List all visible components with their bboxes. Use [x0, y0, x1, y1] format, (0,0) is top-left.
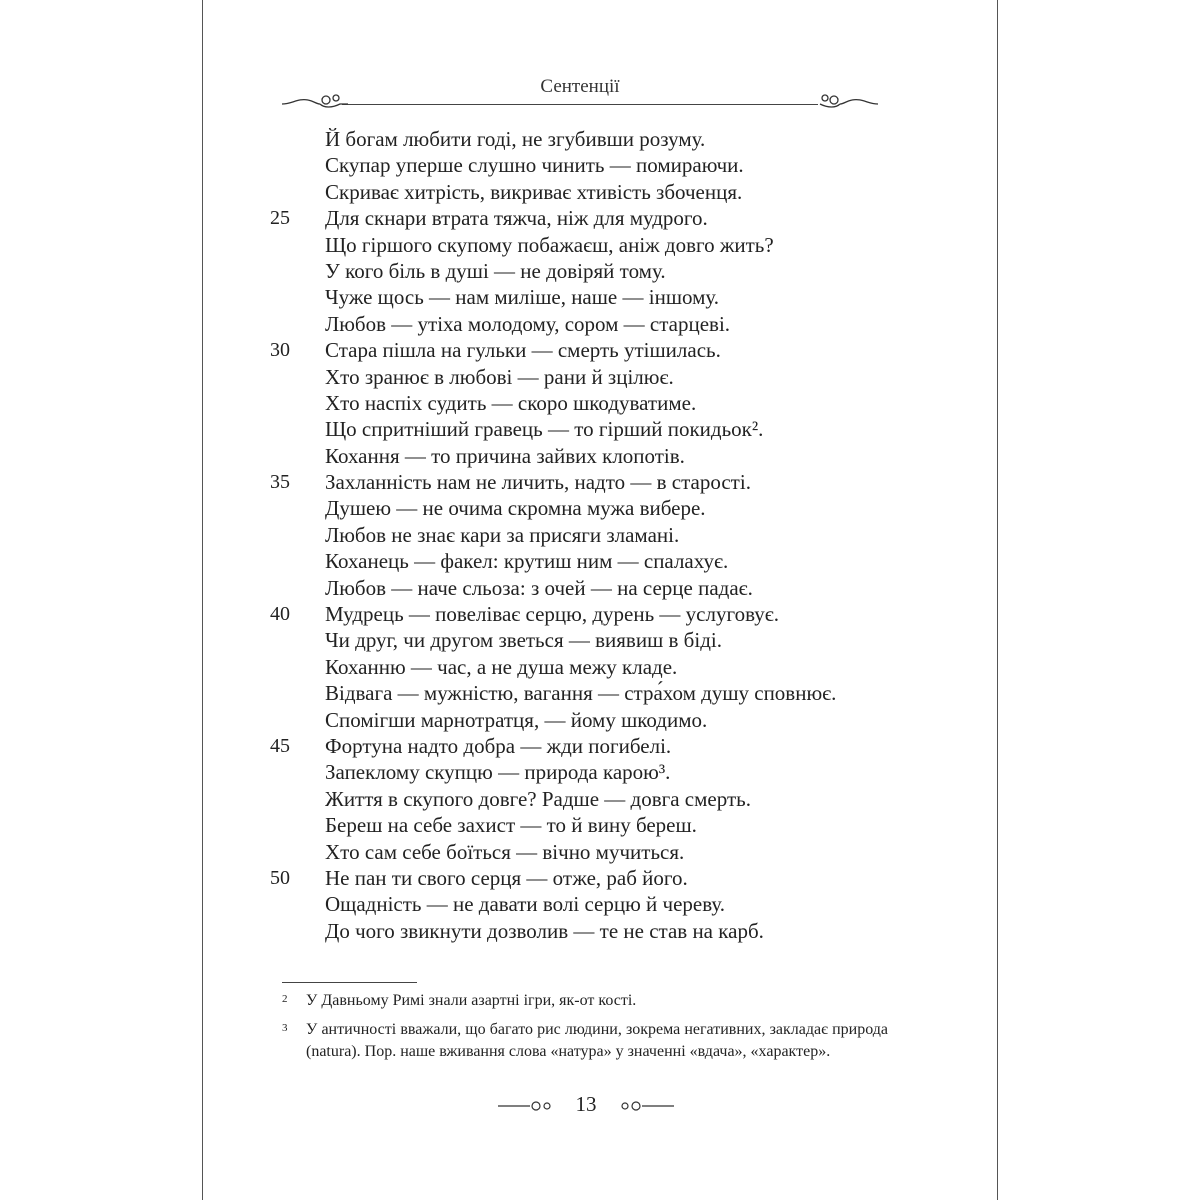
verse-text: Й богам любити годі, не згубивши розуму.	[325, 127, 706, 151]
verse-line	[270, 733, 910, 759]
verse-text: Любов — наче сльоза: з очей — на серце падає.	[325, 575, 753, 600]
running-header-title: Сентенції	[540, 76, 620, 97]
verse-text: Хто наспіх судить — скоро шкодуватиме.	[325, 390, 697, 415]
verse-text: Любов не знає кари за присяги зламані.	[325, 522, 680, 547]
verse-line	[270, 865, 910, 891]
line-number: 40	[270, 603, 290, 626]
verse-line	[270, 654, 910, 680]
verse-line	[270, 205, 910, 231]
footnote-mark: 3	[282, 1021, 288, 1034]
verse-text: Чуже щось — нам миліше, наше — іншому.	[325, 285, 720, 310]
verse-text: Спомігши марнотратця, — йому шкодимо.	[325, 707, 708, 732]
verse-text: Запеклому скупцю — природа карою³.	[325, 760, 671, 785]
verse-text: Любов — утіха молодому, сором — старцеві.	[325, 311, 731, 336]
footnote	[282, 1019, 888, 1064]
verse-text: Береш на себе захист — то й вину береш.	[325, 813, 697, 838]
line-number: 30	[270, 339, 290, 362]
verse-line	[270, 680, 910, 706]
header-ornament-right-icon	[818, 88, 880, 110]
verse-text: Захланність нам не личить, надто — в старості.	[325, 470, 751, 495]
verse-text: Скриває хитрість, викриває хтивість збоченця.	[325, 179, 743, 204]
line-number: 25	[270, 207, 290, 230]
verse-line	[270, 707, 910, 733]
verse-text: Фортуна надто добра — жди погибелі.	[325, 733, 672, 758]
verse-line	[270, 891, 910, 917]
verse-text: У кого біль в душі — не довіряй тому.	[325, 258, 666, 283]
verse-line	[270, 627, 910, 653]
footnote-separator	[282, 982, 417, 983]
verse-line	[270, 311, 910, 337]
verse-line	[270, 786, 910, 812]
verse-text: Хто сам себе боїться — вічно мучиться.	[325, 839, 685, 864]
verse-text: Що спритніший гравець — то гірший покидьок².	[325, 417, 764, 442]
line-number: 50	[270, 866, 290, 889]
verse-line	[270, 443, 910, 469]
verse-line	[270, 179, 910, 205]
page-footer	[496, 1092, 676, 1120]
verse-text: Відвага — мужністю, вагання — стра́хом душу сповнює.	[325, 681, 837, 706]
verse-line	[270, 812, 910, 838]
verse-line	[270, 601, 910, 627]
verse-text: Не пан ти свого серця — отже, раб його.	[325, 865, 688, 890]
header-rule	[342, 104, 818, 105]
page-number: 13	[575, 1092, 597, 1116]
verse-line	[270, 258, 910, 284]
verse-line	[270, 364, 910, 390]
verse-line	[270, 575, 910, 601]
verse-text: Ощадність — не давати волі серцю й череву.	[325, 892, 726, 917]
verse-line	[270, 416, 910, 442]
verse-line	[270, 839, 910, 865]
verse-text: Стара пішла на гульки — смерть утішилась.	[325, 338, 721, 363]
verse-line	[270, 522, 910, 548]
verse-text: Що гіршого скупому побажаєш, аніж довго жить?	[325, 232, 774, 257]
footnote	[282, 990, 888, 1013]
verse-text: Коханню — час, а не душа межу кладе.	[325, 654, 678, 679]
verse-line	[270, 284, 910, 310]
verse-line	[270, 390, 910, 416]
footnote-text: У Давньому Римі знали азартні ігри, як-от кості.	[306, 992, 637, 1009]
verse-text: Мудрець — повелiває серцю, дурень — услуговує.	[325, 602, 780, 627]
verse-text: Кохання — то причина зайвих клопотів.	[325, 443, 685, 468]
verse-text: Життя в скупого довге? Радше — довга смерть.	[325, 786, 751, 811]
verse-line	[270, 337, 910, 363]
verse-line	[270, 126, 910, 152]
verse-list	[270, 126, 910, 944]
verse-line	[270, 232, 910, 258]
line-number: 45	[270, 734, 290, 757]
verse-text: Коханець — факел: крутиш ним — спалахує.	[325, 549, 729, 574]
verse-text: Скупар уперше слушно чинить — помираючи.	[325, 153, 744, 178]
verse-line	[270, 918, 910, 944]
verse-text: До чого звикнути дозволив — те не став на карб.	[325, 918, 764, 943]
footnotes	[282, 990, 888, 1070]
running-header	[280, 76, 880, 112]
verse-text: Чи друг, чи другом зветься — виявиш в біді.	[325, 628, 722, 653]
verse-text: Для скнари втрата тяжча, ніж для мудрого.	[325, 206, 708, 231]
verse-line	[270, 469, 910, 495]
verse-text: Хто зранює в любові — рани й зцілює.	[325, 364, 674, 389]
footnote-mark: 2	[282, 993, 288, 1005]
header-ornament-left-icon	[280, 88, 350, 110]
verse-text: Душею — не очима скромна мужа вибере.	[325, 496, 706, 521]
verse-line	[270, 152, 910, 178]
verse-line	[270, 548, 910, 574]
verse-line	[270, 759, 910, 785]
footnote-text: У античності вважали, що багато рис людини, зокрема негативних, закладає природа (natura). Пор. наше вживання слова «натура» у значенні «вдача», «характер».	[306, 1020, 888, 1060]
line-number: 35	[270, 471, 290, 494]
footer-ornament-left-icon	[496, 1098, 554, 1114]
footer-ornament-right-icon	[618, 1098, 676, 1114]
verse-line	[270, 495, 910, 521]
